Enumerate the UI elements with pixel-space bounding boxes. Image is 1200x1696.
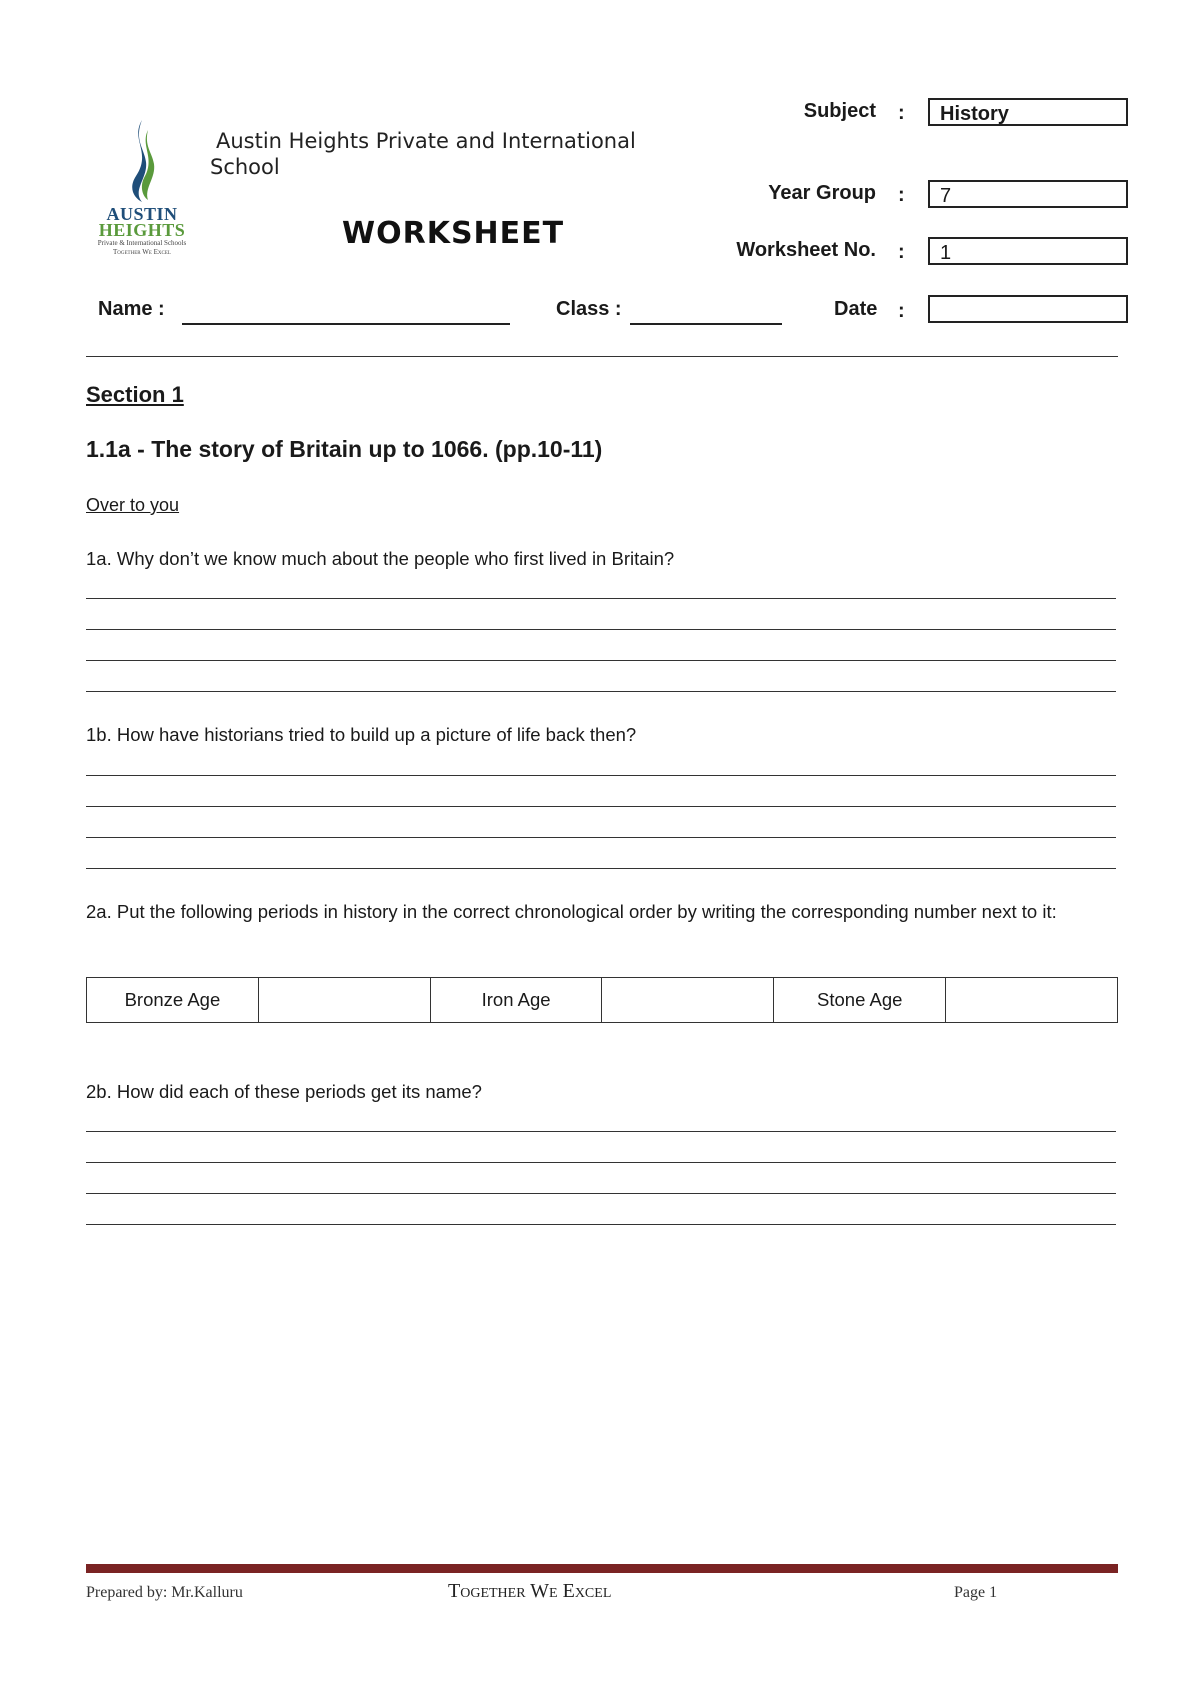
logo-text-austin: AUSTIN <box>106 204 178 224</box>
header-divider <box>86 356 1118 357</box>
year-group-colon: : <box>898 184 905 206</box>
subject-label: Subject <box>803 100 876 122</box>
answer-line[interactable] <box>86 630 1116 661</box>
date-colon: : <box>898 300 905 322</box>
question-2b: 2b. How did each of these periods get its name? <box>86 1081 482 1102</box>
answer-line[interactable] <box>86 1163 1116 1194</box>
class-label: Class : <box>556 298 622 320</box>
answer-line[interactable] <box>86 838 1116 869</box>
footer-page-number: Page 1 <box>954 1584 998 1601</box>
question-1a: 1a. Why don’t we know much about the people who first lived in Britain? <box>86 548 675 569</box>
year-group-label: Year Group <box>768 182 876 204</box>
period-label-iron-age: Iron Age <box>430 978 602 1023</box>
topic-title: 1.1a - The story of Britain up to 1066. (pp.10-11) <box>86 436 603 462</box>
flame-logo-icon <box>122 118 162 204</box>
school-logo <box>92 118 192 258</box>
logo-motto: Together We Excel <box>113 248 171 256</box>
period-label-stone-age: Stone Age <box>774 978 946 1023</box>
worksheet-no-field[interactable]: 1 <box>928 237 1128 265</box>
date-field[interactable] <box>928 295 1128 323</box>
page-title: WORKSHEET <box>342 216 565 251</box>
answer-line[interactable] <box>86 1194 1116 1225</box>
answer-line[interactable] <box>86 661 1116 692</box>
question-1b: 1b. How have historians tried to build up a picture of life back then? <box>86 724 637 745</box>
name-label: Name : <box>98 298 165 320</box>
name-input-line[interactable] <box>182 323 510 325</box>
footer-motto: Together We Excel <box>448 1580 612 1602</box>
answer-line[interactable] <box>86 599 1116 630</box>
answer-line[interactable] <box>86 1101 1116 1132</box>
answer-line[interactable] <box>86 807 1116 838</box>
answer-line[interactable] <box>86 745 1116 776</box>
date-label: Date <box>834 298 878 320</box>
periods-table <box>86 977 1118 1023</box>
answer-line[interactable] <box>86 776 1116 807</box>
footer-prepared-by: Prepared by: Mr.Kalluru <box>86 1584 243 1601</box>
answer-line[interactable] <box>86 1132 1116 1163</box>
logo-text-heights: HEIGHTS <box>98 220 186 240</box>
logo-tagline: Private & International Schools <box>97 239 187 247</box>
over-to-you-heading: Over to you <box>86 495 180 515</box>
answer-lines-1b[interactable] <box>86 745 1116 869</box>
period-label-bronze-age: Bronze Age <box>87 978 259 1023</box>
answer-line[interactable] <box>86 568 1116 599</box>
class-input-line[interactable] <box>630 323 782 325</box>
answer-lines-2b[interactable] <box>86 1101 1116 1225</box>
section-title: Section 1 <box>86 382 184 407</box>
period-order-input[interactable] <box>946 978 1118 1023</box>
period-order-input[interactable] <box>602 978 774 1023</box>
year-group-field[interactable]: 7 <box>928 180 1128 208</box>
subject-field[interactable]: History <box>928 98 1128 126</box>
period-order-input[interactable] <box>258 978 430 1023</box>
worksheet-no-colon: : <box>898 241 905 263</box>
school-name <box>210 128 680 180</box>
worksheet-no-label: Worksheet No. <box>736 239 876 261</box>
subject-colon: : <box>898 102 905 124</box>
answer-lines-1a[interactable] <box>86 568 1116 692</box>
question-2a: 2a. Put the following periods in history in the correct chronological order by writing the corresponding number next to it: <box>86 901 1057 922</box>
footer-bar <box>86 1564 1118 1573</box>
school-name-line1: Austin Heights Private and International <box>216 129 636 153</box>
school-name-line2: School <box>210 155 280 179</box>
